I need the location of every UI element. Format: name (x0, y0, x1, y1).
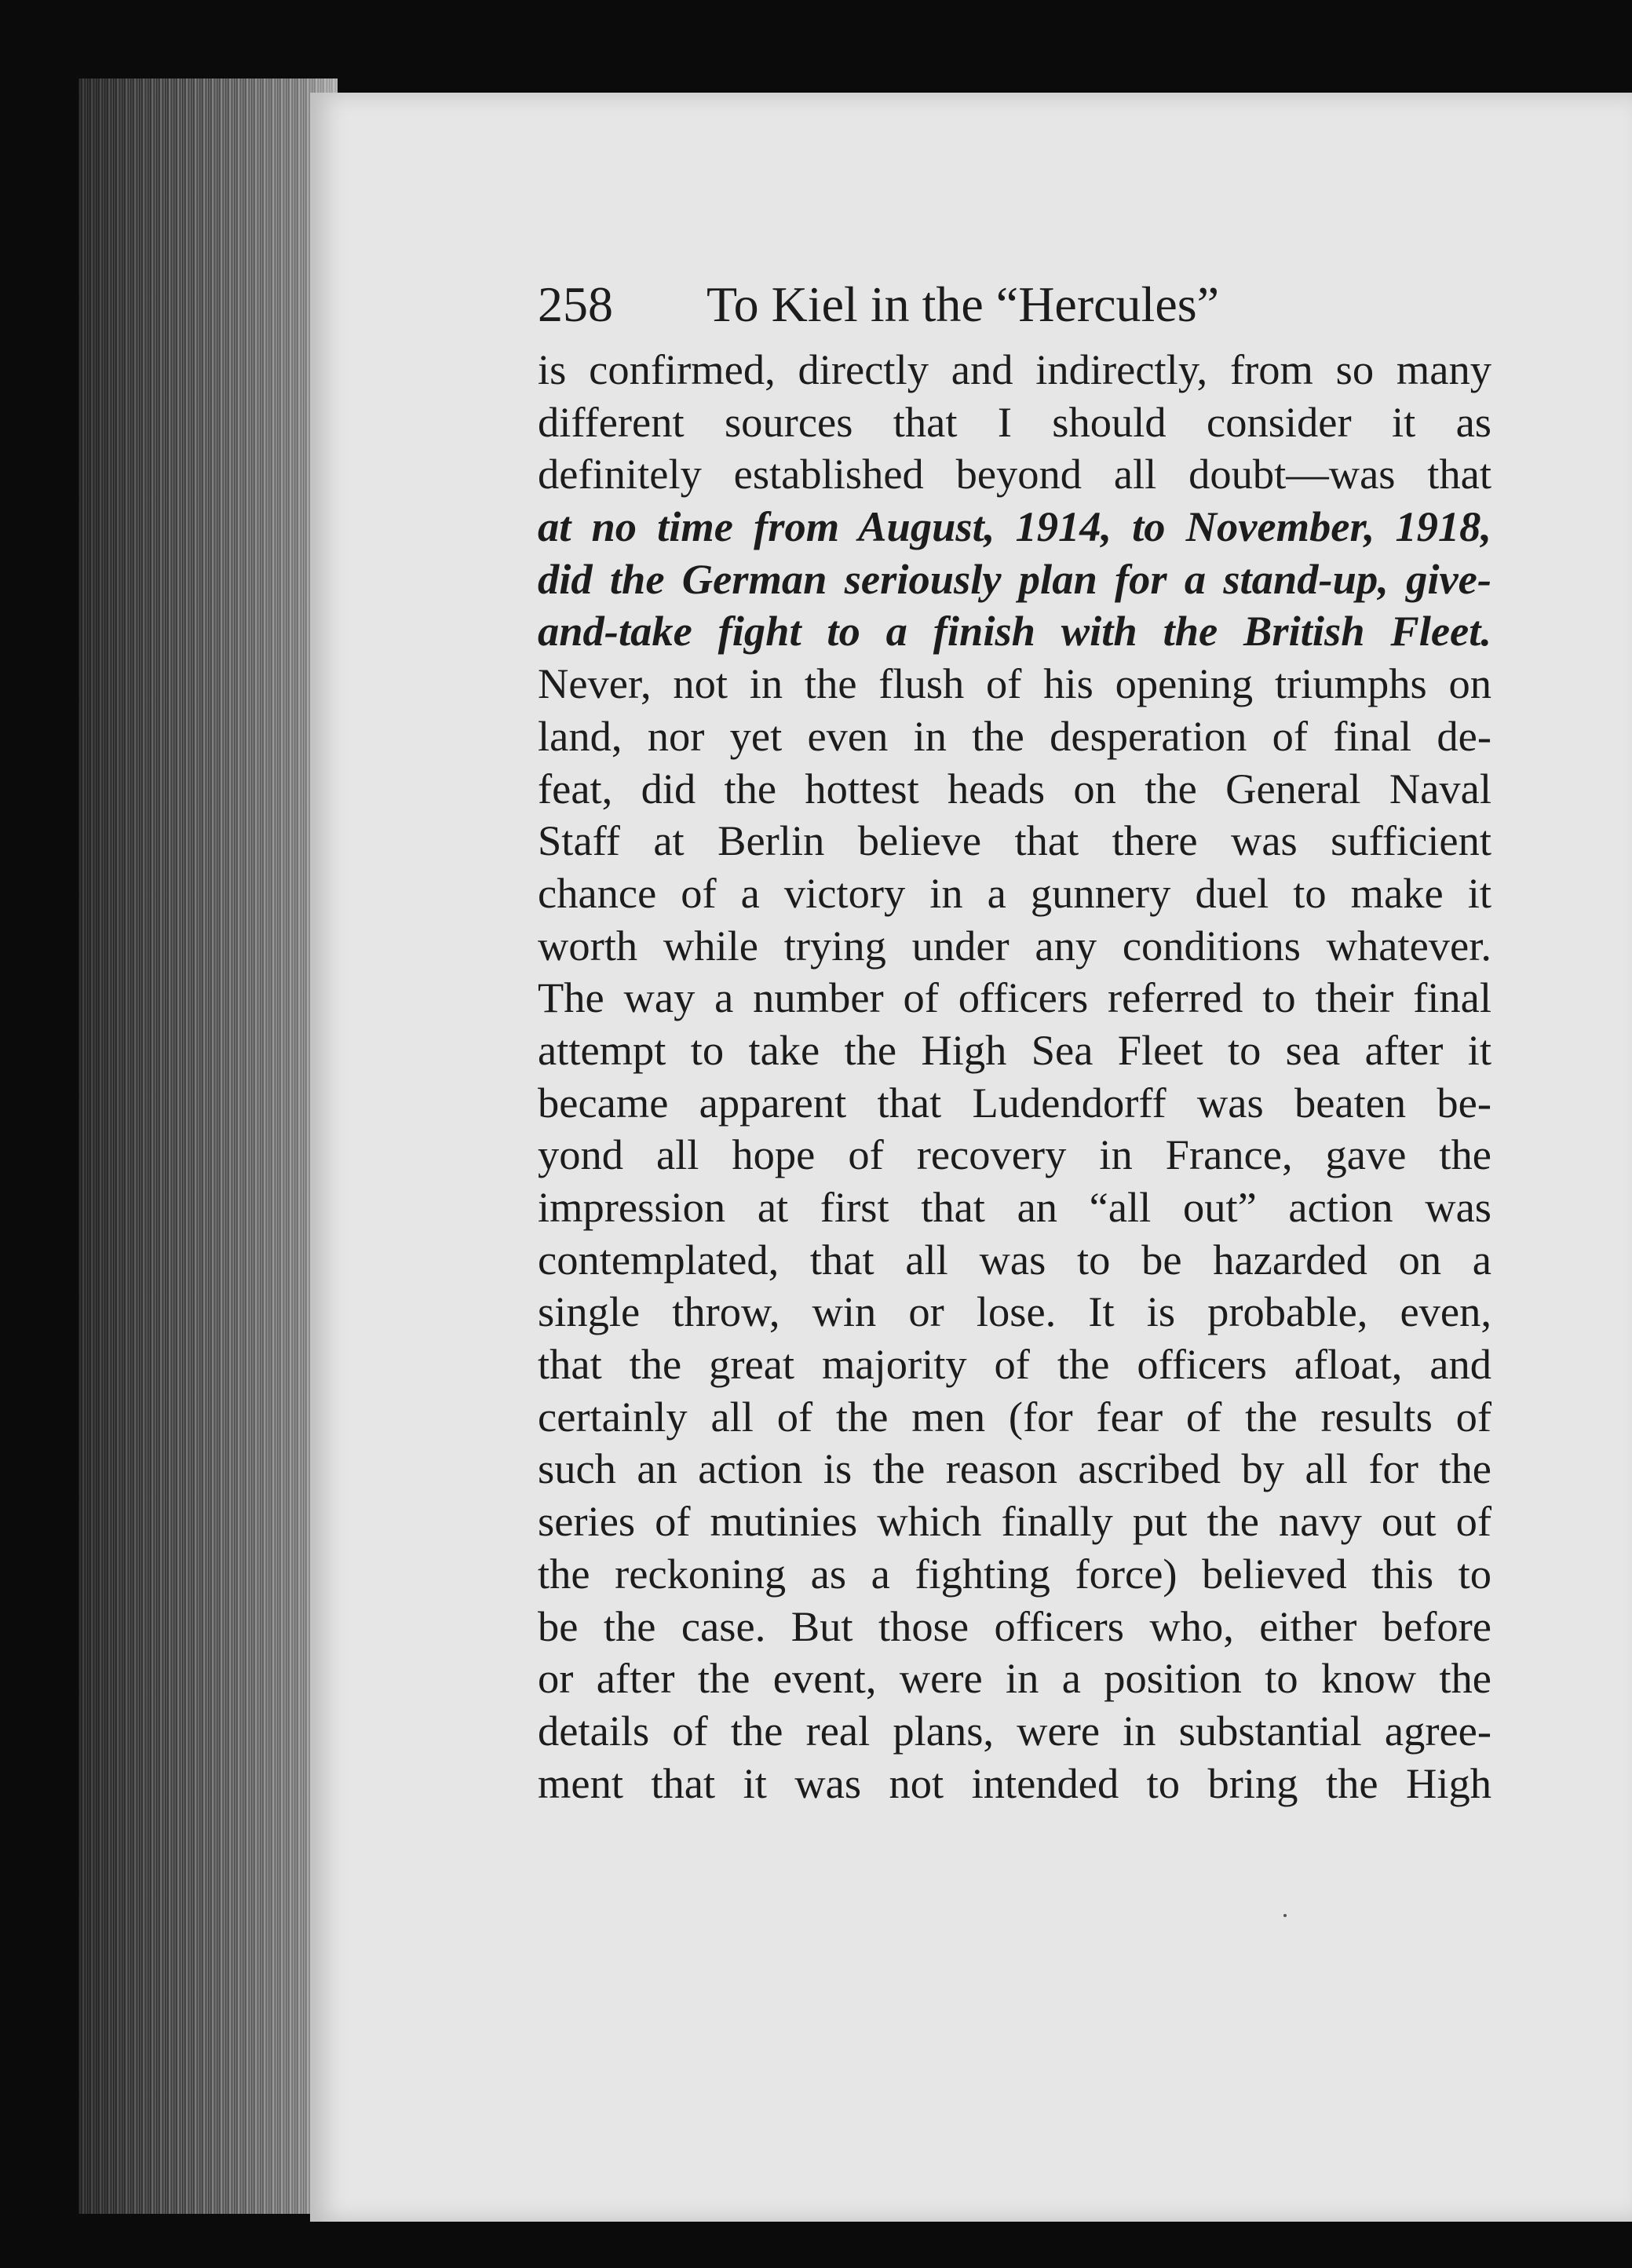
text-line: or after the event, were in a position to know the (538, 1654, 1491, 1703)
text-line: did the German seriously plan for a stand-up, give- (538, 554, 1491, 603)
running-title: To Kiel in the “Hercules” (706, 276, 1220, 332)
text-line: definitely established beyond all doubt—was that (538, 450, 1491, 499)
text-line: land, nor yet even in the desperation of final de- (538, 711, 1491, 760)
text-line: feat, did the hottest heads on the General Naval (538, 764, 1491, 813)
text-line: single throw, win or lose. It is probable, even, (538, 1287, 1491, 1336)
text-line: details of the real plans, were in substantial agree- (538, 1706, 1491, 1755)
text-line: at no time from August, 1914, to November, 1918, (538, 502, 1491, 551)
page-number: 258 (538, 276, 613, 332)
text-line: Staff at Berlin believe that there was sufficient (538, 816, 1491, 865)
text-line: certainly all of the men (for fear of the results of (538, 1392, 1491, 1441)
text-line: attempt to take the High Sea Fleet to sea after it (538, 1025, 1491, 1074)
text-line: impression at first that an “all out” action was (538, 1183, 1491, 1231)
scan-speck (1283, 1914, 1287, 1917)
text-line: became apparent that Ludendorff was beaten be- (538, 1078, 1491, 1127)
book-page (310, 93, 1632, 2222)
page-edges (78, 79, 338, 2214)
text-line: worth while trying under any conditions whatever. (538, 921, 1491, 970)
text-line: The way a number of officers referred to their final (538, 973, 1491, 1022)
text-line: that the great majority of the officers afloat, and (538, 1340, 1491, 1389)
text-line: series of mutinies which finally put the navy out of (538, 1497, 1491, 1546)
text-line: yond all hope of recovery in France, gave the (538, 1130, 1491, 1179)
text-line: contemplated, that all was to be hazarded on a (538, 1235, 1491, 1284)
body-text (538, 344, 1491, 1810)
text-line: different sources that I should consider it as (538, 397, 1491, 446)
text-line: ment that it was not intended to bring the High (538, 1759, 1491, 1807)
text-line: the reckoning as a fighting force) believed this to (538, 1549, 1491, 1598)
text-line: Never, not in the flush of his opening triumphs on (538, 659, 1491, 708)
text-line: be the case. But those officers who, either before (538, 1601, 1491, 1650)
running-head (538, 269, 1632, 340)
text-line: such an action is the reason ascribed by all for the (538, 1444, 1491, 1493)
text-line: and-take fight to a finish with the British Fleet. (538, 607, 1491, 656)
text-line: chance of a victory in a gunnery duel to make it (538, 868, 1491, 917)
text-line: is confirmed, directly and indirectly, from so many (538, 345, 1491, 393)
